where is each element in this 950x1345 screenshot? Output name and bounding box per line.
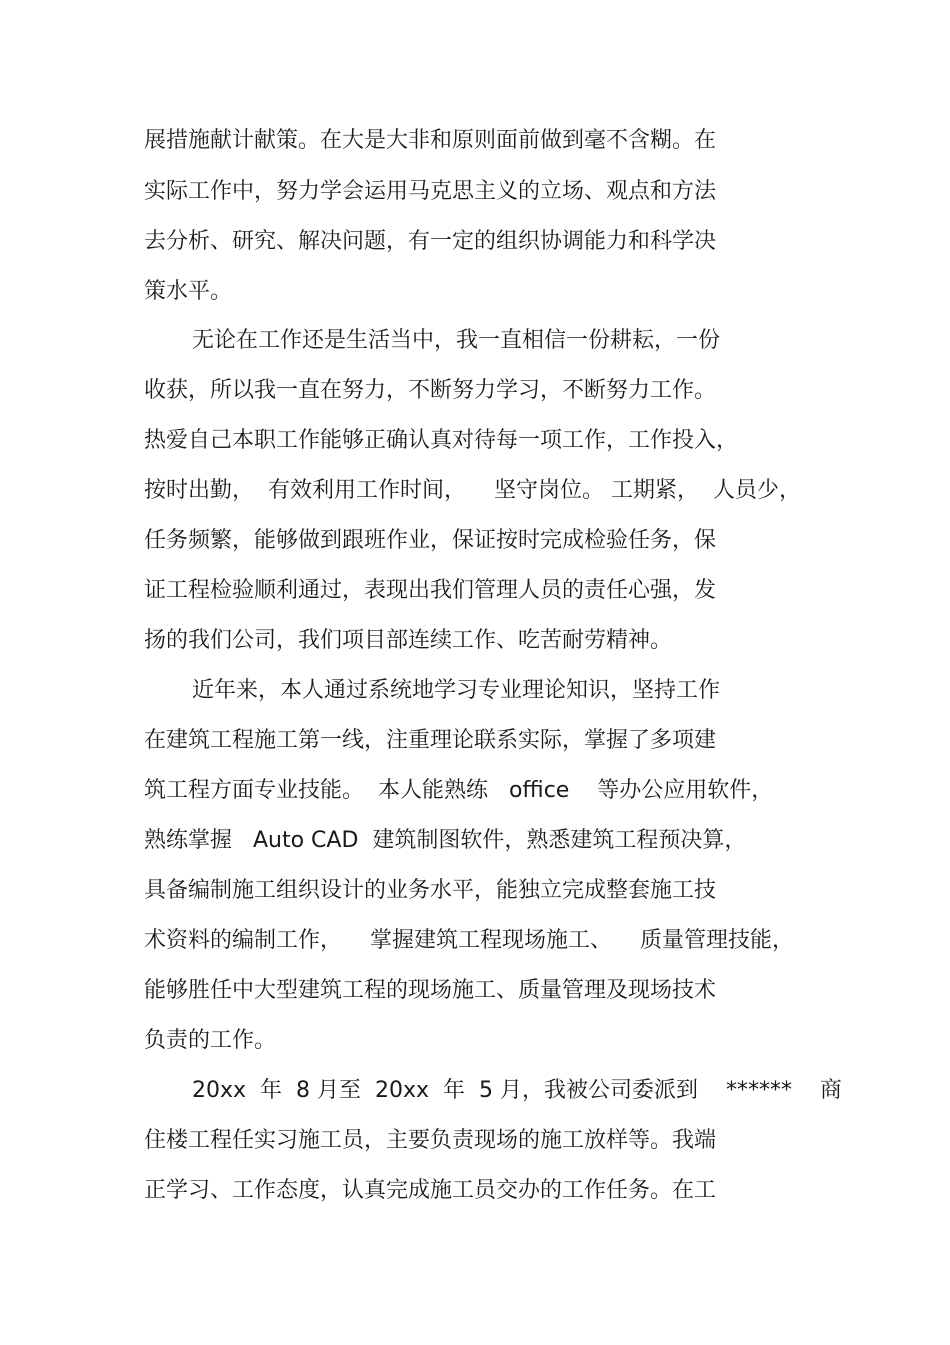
text-line: 扬的我们公司，我们项目部连续工作、吃苦耐劳精神。 — [144, 628, 673, 653]
text-line: 在建筑工程施工第一线，注重理论联系实际，掌握了多项建 — [144, 728, 717, 753]
text-line: 按时出勤， 有效利用工作时间， 坚守岗位。 工期紧， 人员少， — [144, 478, 801, 503]
text-line: 术资料的编制工作， 掌握建筑工程现场施工、 质量管理技能， — [144, 928, 794, 953]
text-line: 去分析、研究、解决问题，有一定的组织协调能力和科学决 — [144, 229, 717, 254]
text-line: 热爱自己本职工作能够正确认真对待每一项工作，工作投入， — [144, 428, 739, 453]
text-line: 任务频繁，能够做到跟班作业，保证按时完成检验任务，保 — [144, 528, 717, 553]
text-line: 实际工作中，努力学会运用马克思主义的立场、观点和方法 — [144, 179, 717, 204]
text-line: 负责的工作。 — [144, 1028, 277, 1053]
text-line: 展措施献计献策。在大是大非和原则面前做到毫不含糊。在 — [144, 128, 717, 153]
text-line: 具备编制施工组织设计的业务水平，能独立完成整套施工技 — [144, 878, 717, 903]
text-line: 正学习、工作态度，认真完成施工员交办的工作任务。在工 — [144, 1178, 717, 1203]
text-line: 住楼工程任实习施工员，主要负责现场的施工放样等。我端 — [144, 1128, 717, 1153]
text-line: 能够胜任中大型建筑工程的现场施工、质量管理及现场技术 — [144, 978, 717, 1003]
text-line: 策水平。 — [144, 279, 233, 304]
paragraph-first-line: 无论在工作还是生活当中，我一直相信一份耕耘，一份 — [192, 328, 721, 353]
paragraph-first-line: 近年来，本人通过系统地学习专业理论知识，坚持工作 — [192, 678, 721, 703]
paragraph-first-line: 20xx 年 8 月至 20xx 年 5 月，我被公司委派到 ****** 商 — [192, 1078, 842, 1103]
text-line: 收获，所以我一直在努力，不断努力学习，不断努力工作。 — [144, 378, 717, 403]
text-line: 筑工程方面专业技能。 本人能熟练 office 等办公应用软件， — [144, 778, 774, 803]
text-line: 证工程检验顺利通过，表现出我们管理人员的责任心强，发 — [144, 578, 717, 603]
text-line: 熟练掌握 Auto CAD 建筑制图软件，熟悉建筑工程预决算， — [144, 828, 747, 853]
